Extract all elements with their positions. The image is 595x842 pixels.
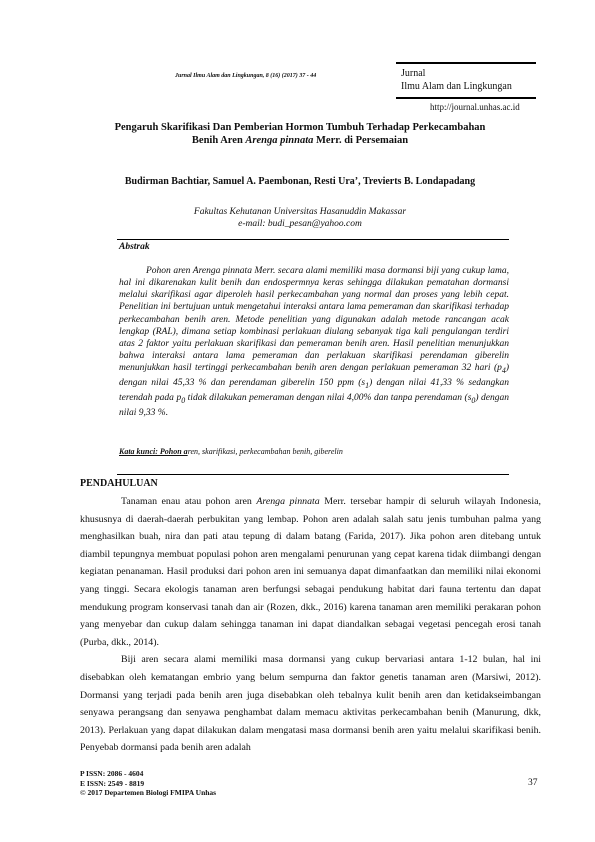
article-title [80, 121, 520, 147]
abstract-rule-bottom [117, 474, 509, 475]
subscript: 0 [471, 396, 476, 406]
keywords-list: ren, skarifikasi, perkecambahan benih, giberelin [187, 447, 343, 456]
abstract-part: tidak dilakukan pemeraman dengan nilai 4,00% dan tanpa perendaman (s [185, 393, 472, 404]
abstract-heading: Abstrak [119, 242, 150, 252]
journal-url-link[interactable]: http://journal.unhas.ac.id [430, 102, 520, 112]
title-suffix: Merr. di Persemaian [313, 135, 409, 146]
section-heading: PENDAHULUAN [80, 478, 158, 489]
title-line2 [80, 134, 520, 147]
subscript: 4 [501, 366, 506, 376]
copyright: © 2017 Departemen Biologi FMIPA Unhas [80, 788, 217, 797]
footer-issn [80, 769, 216, 798]
keywords [119, 447, 343, 456]
body-text [80, 493, 541, 757]
affiliation-institution: Fakultas Kehutanan Universitas Hasanuddin Makassar [193, 207, 407, 217]
title-species: Arenga pinnata [245, 135, 314, 146]
affiliation-email[interactable]: e-mail: budi_pesan@yahoo.com [238, 219, 362, 229]
subscript: 1 [365, 381, 370, 391]
abstract-rule-top [117, 239, 509, 240]
keywords-label: Kata kunci: Pohon a [119, 447, 188, 456]
paragraph-2: Biji aren secara alami memiliki masa dormansi yang cukup bervariasi antara 1-12 bulan, hal ini disebabkan oleh kematangan embrio yang belum sempurna dan faktor genetis tanaman aren (Marsiwi, 2012). Dormansi yang terjadi pada benih aren juga disebabkan oleh tebalnya kulit benih aren dan ketidakseimbangan senyawa perangsang dan senyawa penghambat dalam memacu aktivitas perkecambahan benih (Manurung, dkk, 2013). Perlakuan yang dapat dilakukan dalam mengatasi masa dormansi benih aren yaitu melalui skarifikasi benih. Penyebab dormansi pada benih aren adalah [80, 654, 541, 754]
abstract-text [119, 265, 509, 420]
p-issn: P ISSN: 2086 - 4604 [80, 769, 144, 778]
affiliation [60, 206, 540, 230]
page-number: 37 [528, 778, 538, 788]
title-line1: Pengaruh Skarifikasi Dan Pemberian Hormon Tumbuh Terhadap Perkecambahan [114, 122, 486, 133]
paragraph-1 [80, 493, 541, 651]
title-prefix: Benih Aren [191, 135, 246, 146]
header-rule-bottom [396, 97, 536, 99]
authors: Budirman Bachtiar, Samuel A. Paembonan, Resti Ura’, Trevierts B. Londapadang [124, 176, 476, 187]
abstract-part: ) dengan nilai 41,33 % sedangkan terendah pada p [119, 378, 510, 404]
journal-name [401, 67, 512, 93]
paragraph-part: Tanaman enau atau pohon aren [121, 496, 257, 507]
species-name: Arenga pinnata [256, 496, 320, 507]
journal-name-line2: Ilmu Alam dan Lingkungan [401, 81, 512, 92]
e-issn: E ISSN: 2549 - 8819 [80, 778, 145, 788]
abstract-part: ) dengan nilai 9,33 %. [119, 393, 510, 419]
abstract-part: Pohon aren Arenga pinnata Merr. secara alami memiliki masa dormansi biji yang cukup lama, hal ini dikarenakan kulit benih dan endospermnya keras sehingga dilakukan pematahan dormansi melalui skarifikasi agar diperoleh hasil perkecambahan yang normal dan proses yang lebih cepat. Penelitian ini bertujuan untuk mengetahui interaksi antara lama pemeraman dan skarifikasi terhadap perkecambahan benih aren. Metode penelitian yang digunakan adalah metode rancangan acak lengkap (RAL), dimana setiap kombinasi perlakuan diulang sebanyak tiga kali pengulangan terdiri atas 2 faktor yaitu perlakuan skarifikasi dan pemeraman benih aren. Hasil penelitian menunjukkan bahwa interaksi antara lama pemeraman dan perlakuan skarifikasi perendaman giberelin menunjukkan hasil tertinggi perkecambahan benih aren dengan perlakuan pemeraman 32 hari (p [119, 266, 509, 374]
header-rule-top [396, 62, 536, 64]
journal-citation: Jurnal Ilmu Alam dan Lingkungan, 8 (16) (2017) 37 - 44 [175, 73, 317, 79]
subscript: 0 [181, 396, 186, 406]
journal-name-line1: Jurnal [401, 68, 426, 79]
abstract-part: ) dengan nilai 45,33 % dan perendaman giberelin 150 ppm (s [119, 363, 509, 389]
paragraph-part: Merr. tersebar hampir di seluruh wilayah Indonesia, khususnya di daerah-daerah perbukitan yang lembap. Pohon aren adalah salah satu jenis tumbuhan palma yang menghasilkan buah, nira dan pati atau tepung di dalam batang (Farida, 2017). Jika pohon aren ditebang untuk diambil tepungnya membuat populasi pohon aren mengalami penurunan yang cepat karena tidak diimbangi dengan kegiatan penanaman. Hasil produksi dari pohon aren ini semuanya dapat dimanfaatkan dan memiliki nilai ekonomi yang tinggi. Secara ekologis tanaman aren berfungsi sebagai pendukung habitat dari fauna tertentu dan dapat mendukung program konservasi tanah dan air (Rozen, dkk., 2016) karena tanaman aren memiliki perakaran pohon yang menyebar dan cukup dalam sehingga tanaman ini dapat diandalkan sebagai vegetasi pencegah erosi tanah (Purba, dkk., 2014). [80, 496, 541, 648]
